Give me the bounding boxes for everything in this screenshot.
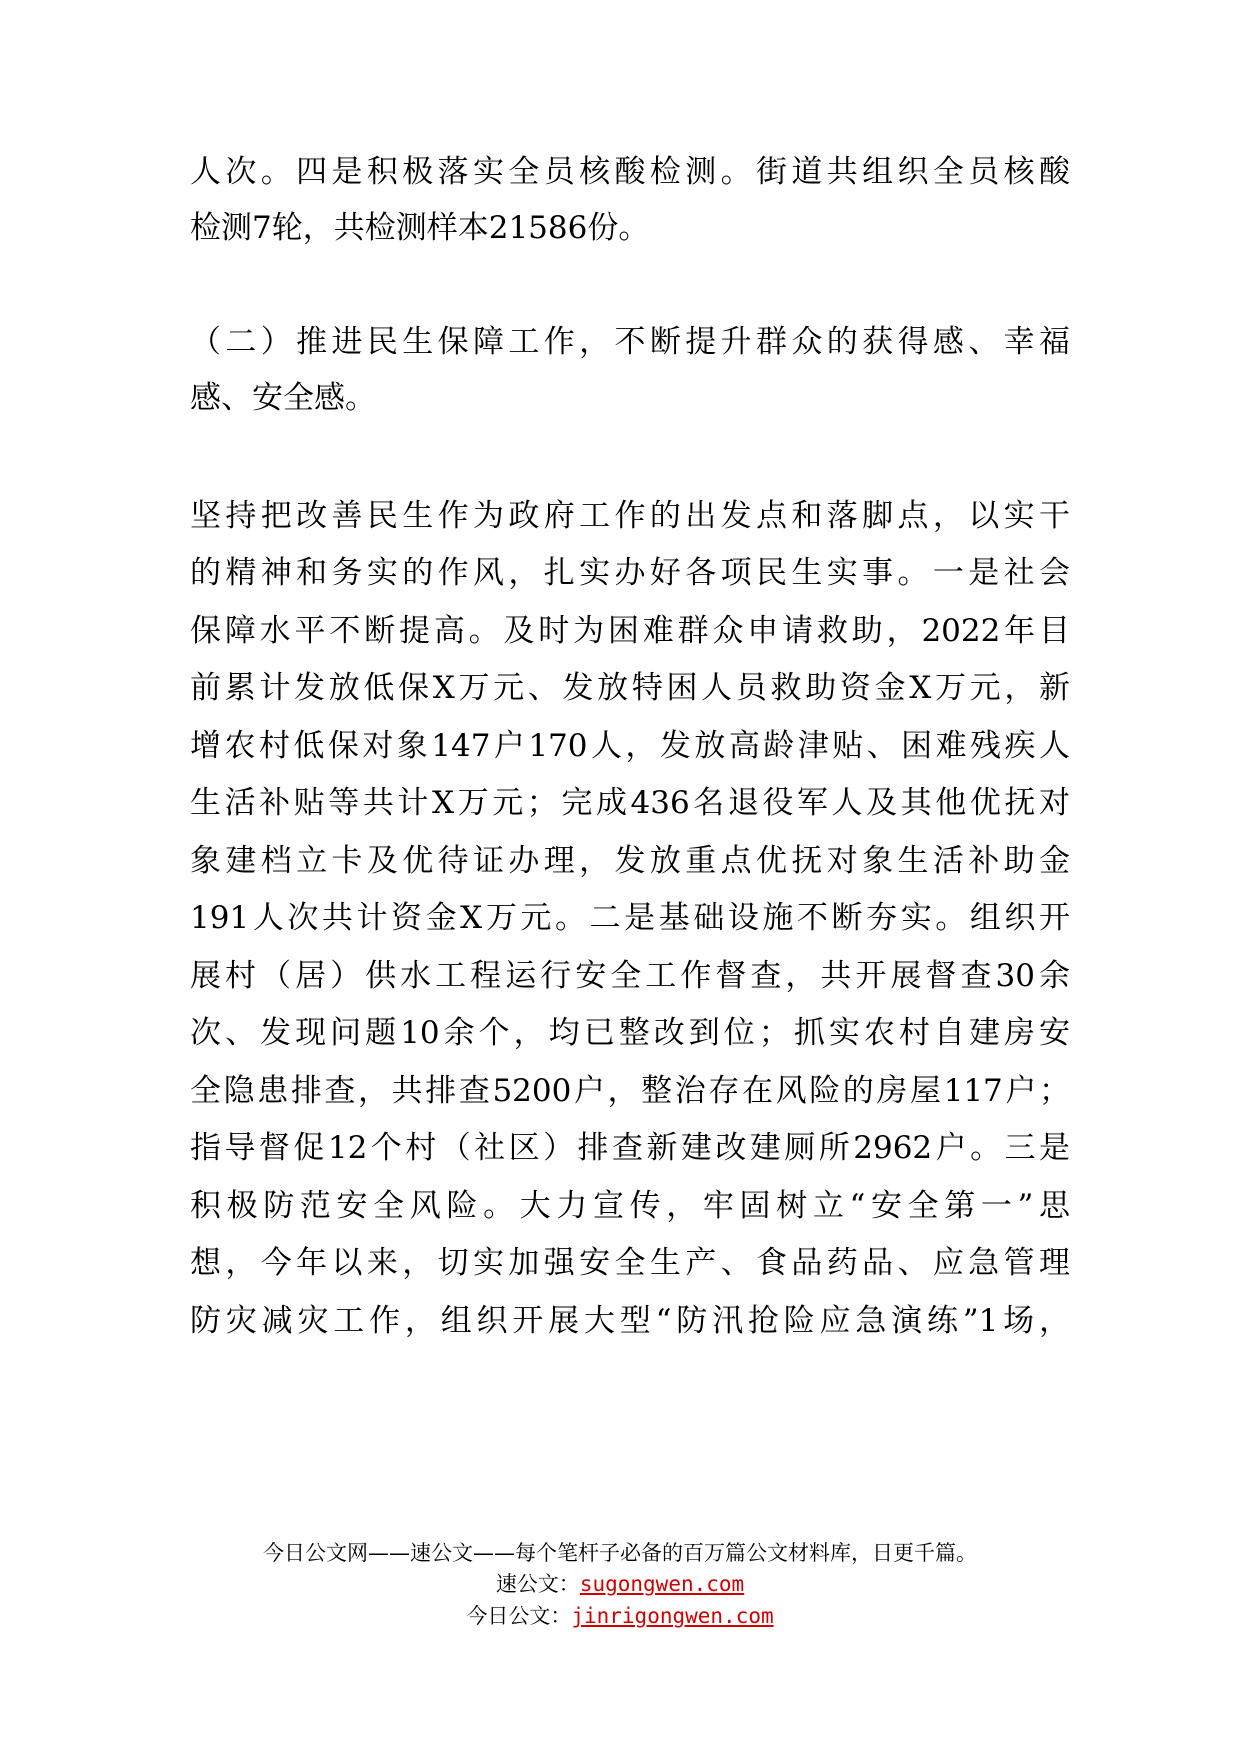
footer-link-2-label: 今日公文： <box>466 1604 572 1628</box>
section-heading-line-1: （二）推进民生保障工作，不断提升群众的获得感、幸福 <box>190 324 1070 360</box>
paragraph-line-13: 积极防范安全风险。大力宣传，牢固树立“安全第一”思 <box>190 1188 1070 1224</box>
paragraph-line-2: 的精神和务实的作风，扎实办好各项民生实事。一是社会 <box>190 555 1070 591</box>
footer-link-jinrigongwen[interactable]: jinrigongwen.com <box>571 1604 774 1628</box>
paragraph-line-10: 次、发现问题10余个，均已整改到位；抓实农村自建房安 <box>190 1015 1070 1051</box>
footer-link-1-label: 速公文： <box>495 1572 580 1596</box>
paragraph-line-14: 想，今年以来，切实加强安全生产、食品药品、应急管理 <box>190 1245 1070 1281</box>
paragraph-line-3: 保障水平不断提高。及时为困难群众申请救助，2022年目 <box>190 613 1070 649</box>
footer-link-row-2 <box>0 1601 1240 1631</box>
paragraph-line-1: 坚持把改善民生作为政府工作的出发点和落脚点，以实干 <box>190 498 1070 534</box>
paragraph-line-15: 防灾减灾工作，组织开展大型“防汛抢险应急演练”1场， <box>190 1303 1070 1339</box>
paragraph-line-7: 象建档立卡及优待证办理，发放重点优抚对象生活补助金 <box>190 843 1070 879</box>
paragraph-line-4: 前累计发放低保X万元、发放特困人员救助资金X万元，新 <box>190 670 1070 706</box>
section-heading-line-2: 感、安全感。 <box>190 380 376 416</box>
paragraph-line-11: 全隐患排查，共排查5200户，整治存在风险的房屋117户； <box>190 1073 1070 1109</box>
paragraph-line-6: 生活补贴等共计X万元；完成436名退役军人及其他优抚对 <box>190 785 1070 821</box>
body-line-2: 检测7轮，共检测样本21586份。 <box>190 210 650 246</box>
body-line-1: 人次。四是积极落实全员核酸检测。街道共组织全员核酸 <box>190 154 1070 190</box>
paragraph-line-8: 191人次共计资金X万元。二是基础设施不断夯实。组织开 <box>190 900 1070 936</box>
footer-link-row-1 <box>0 1569 1240 1599</box>
paragraph-line-5: 增农村低保对象147户170人，发放高龄津贴、困难残疾人 <box>190 728 1070 764</box>
footer-link-sugongwen[interactable]: sugongwen.com <box>579 1572 745 1596</box>
paragraph-line-9: 展村（居）供水工程运行安全工作督查，共开展督查30余 <box>190 958 1070 994</box>
footer-slogan: 今日公文网——速公文——每个笔杆子必备的百万篇公文材料库，日更千篇。 <box>263 1541 977 1565</box>
paragraph-line-12: 指导督促12个村（社区）排查新建改建厕所2962户。三是 <box>190 1130 1070 1166</box>
